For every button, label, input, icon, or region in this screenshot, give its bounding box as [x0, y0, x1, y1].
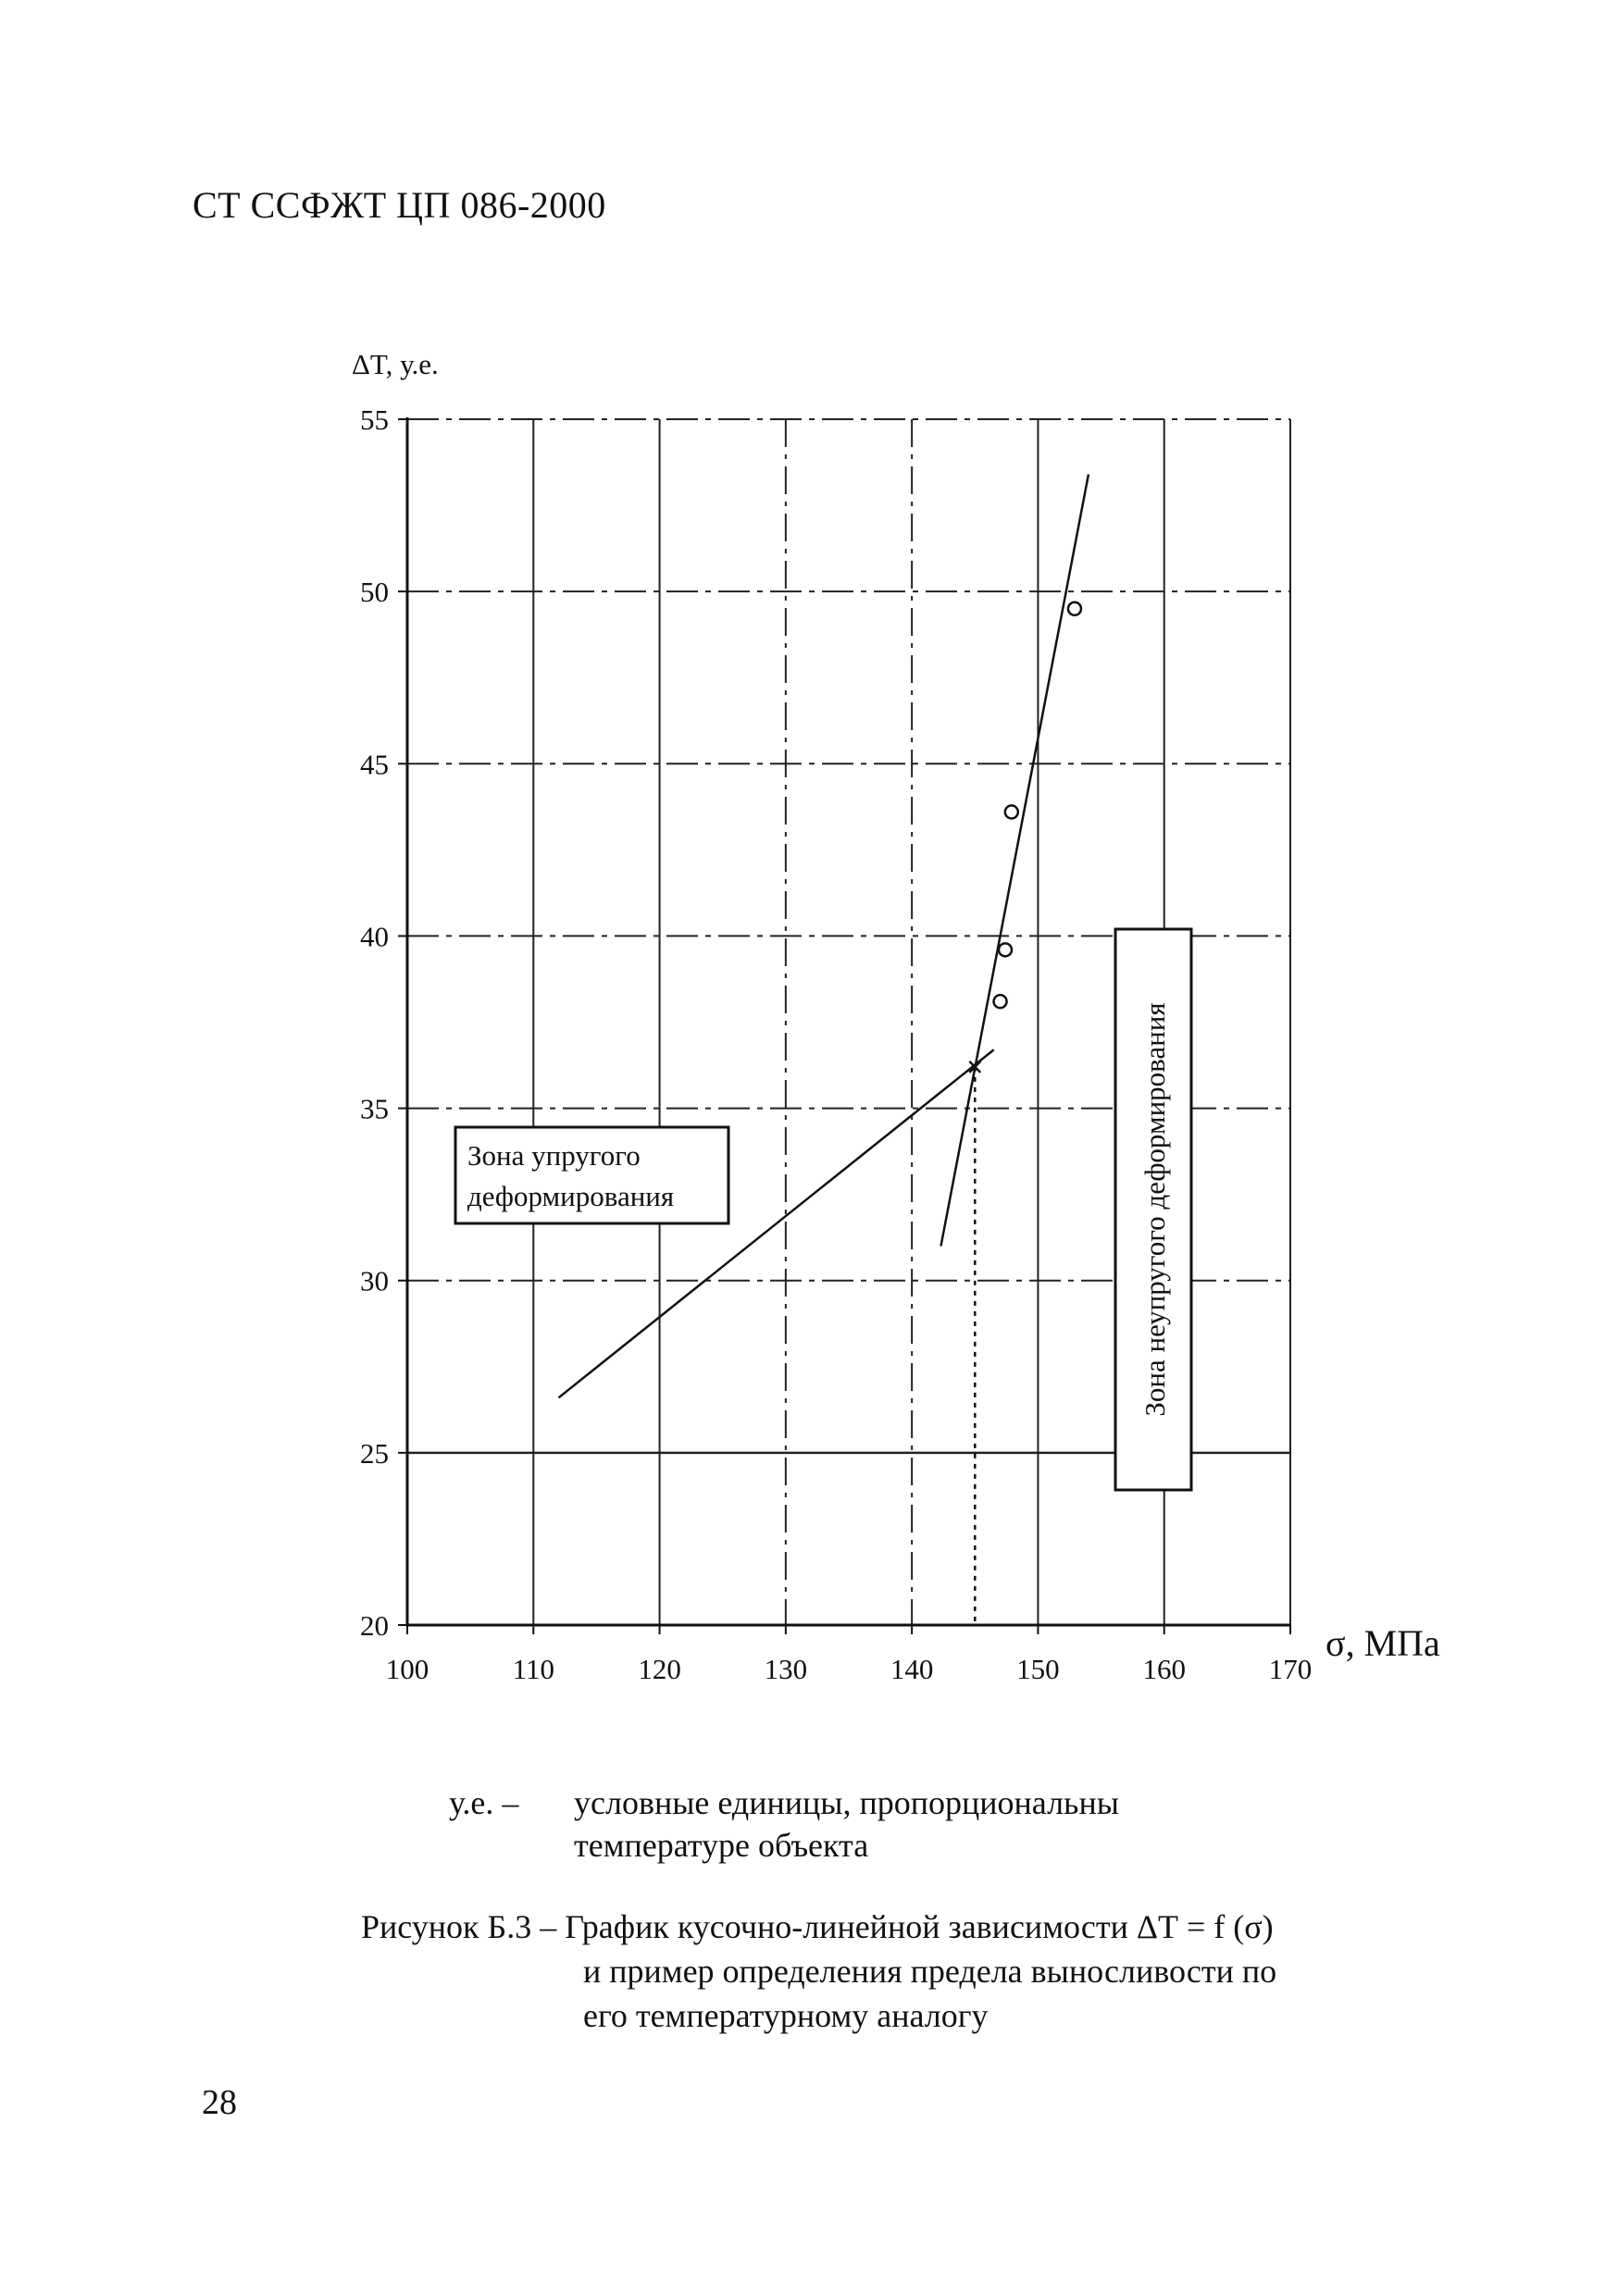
- y-tick-label-20: 20: [360, 1609, 389, 1642]
- y-tick-label-45: 45: [360, 748, 389, 781]
- x-tick-label-160: 160: [1142, 1653, 1186, 1685]
- caption-line1: Рисунок Б.3 – График кусочно-линейной зависимости ΔТ = f (σ): [361, 1908, 1274, 1945]
- data-point-4: [1068, 602, 1081, 615]
- x-tick-label-150: 150: [1016, 1653, 1060, 1685]
- figure-caption: [361, 1905, 1444, 2038]
- page-number: 28: [202, 2083, 237, 2122]
- data-point-1: [994, 995, 1007, 1008]
- data-point-2: [999, 943, 1012, 956]
- x-tick-label-170: 170: [1268, 1653, 1313, 1685]
- x-tick-label-110: 110: [512, 1653, 554, 1685]
- units-note-definition-line1: условные единицы, пропорциональны: [574, 1784, 1119, 1821]
- units-note: [449, 1781, 1119, 1867]
- y-tick-label-40: 40: [360, 920, 389, 953]
- data-point-3: [1005, 805, 1018, 818]
- y-axis-label: ΔT, у.е.: [352, 348, 439, 380]
- inelastic-zone-box: [1115, 929, 1191, 1490]
- y-tick-label-55: 55: [360, 403, 389, 436]
- inelastic-zone-label: Зона неупругого деформирования: [1139, 1002, 1171, 1417]
- y-tick-label-35: 35: [360, 1092, 389, 1125]
- x-tick-label-130: 130: [764, 1653, 808, 1685]
- elastic-zone-label-line1: Зона упругого: [467, 1139, 641, 1172]
- y-tick-label-25: 25: [360, 1436, 389, 1470]
- inelastic-fit-line: [940, 475, 1088, 1247]
- elastic-zone-box: [455, 1127, 728, 1223]
- caption-line2: и пример определения предела выносливости по: [583, 1953, 1277, 1990]
- units-note-abbreviation: у.е. –: [449, 1784, 519, 1821]
- units-note-definition-line2: температуре объекта: [574, 1827, 869, 1864]
- x-tick-label-140: 140: [890, 1653, 934, 1685]
- caption-line3: его температурному аналогу: [583, 1997, 989, 2034]
- x-axis-label: σ, МПа: [1326, 1622, 1440, 1664]
- x-tick-label-120: 120: [638, 1653, 681, 1685]
- x-tick-label-100: 100: [385, 1653, 429, 1685]
- y-tick-label-30: 30: [360, 1264, 389, 1297]
- y-tick-label-50: 50: [360, 576, 389, 609]
- document-header: СТ ССФЖТ ЦП 086-2000: [193, 184, 606, 226]
- elastic-zone-label-line2: деформирования: [467, 1180, 675, 1212]
